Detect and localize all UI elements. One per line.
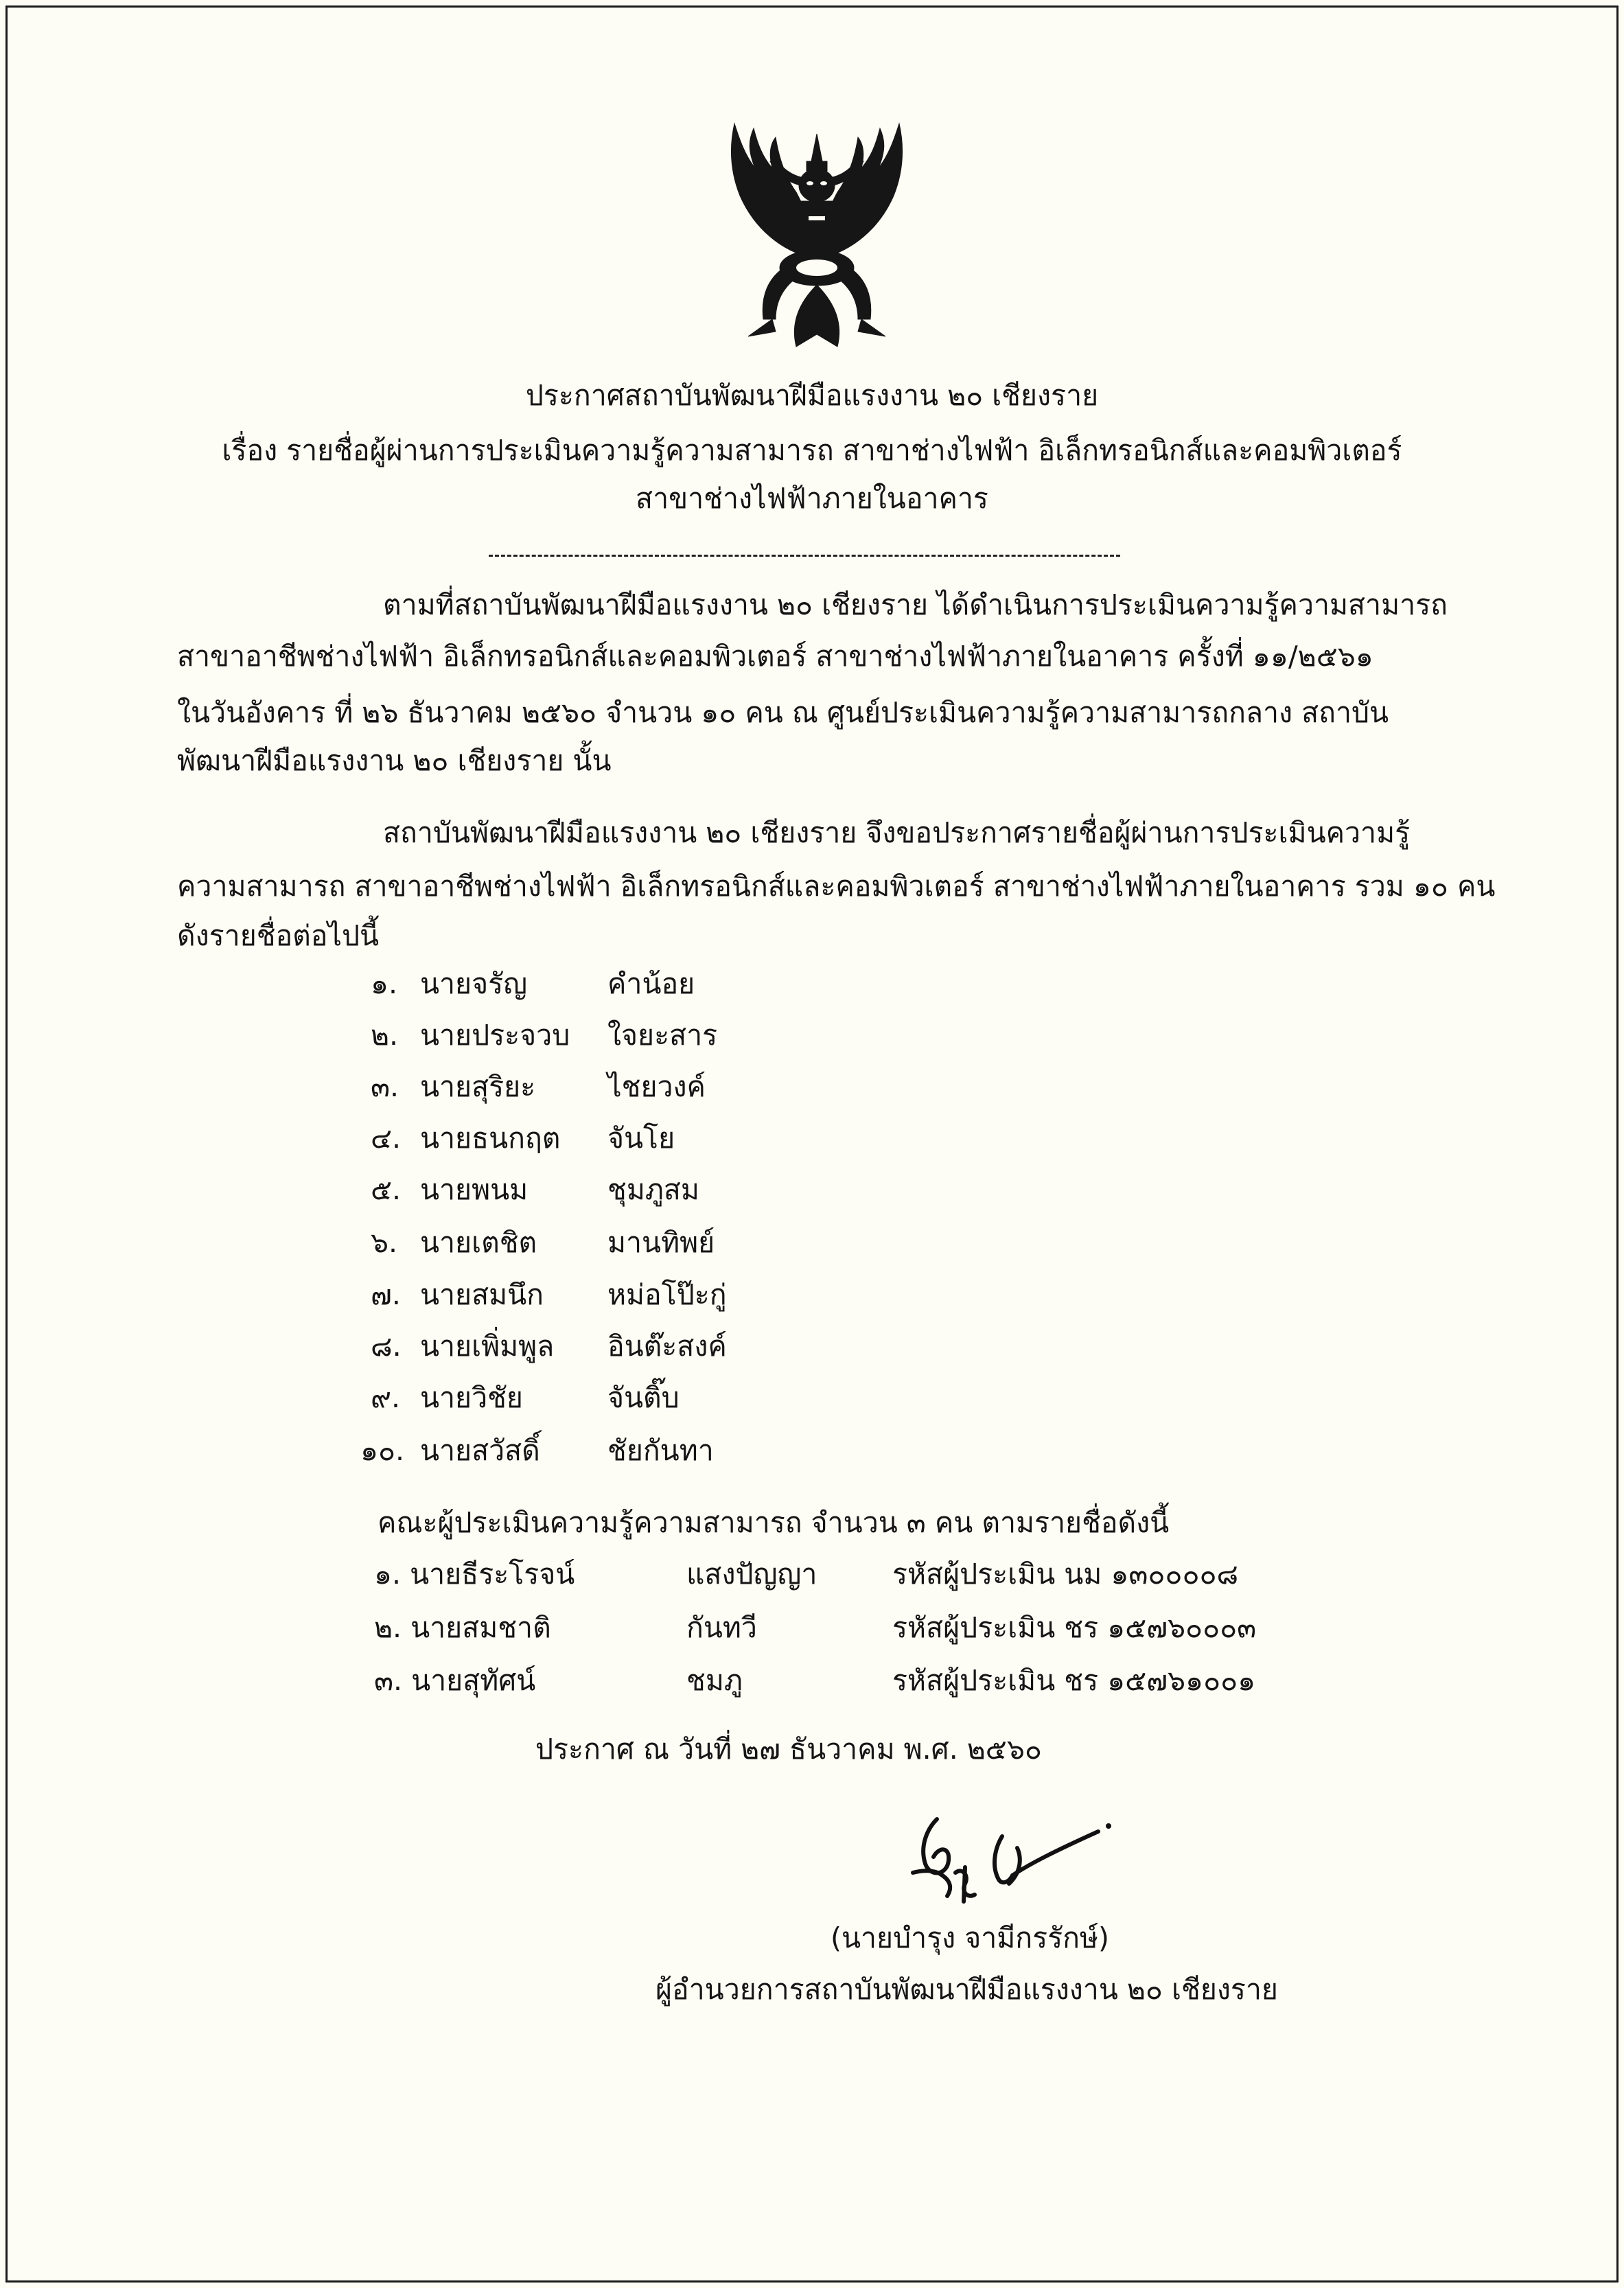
list-item-first-name: นายธนกฤต — [420, 1122, 561, 1155]
garuda-emblem-icon — [707, 113, 927, 367]
list-item-last-name: มานทิพย์ — [607, 1226, 715, 1259]
assessor-name: ๓. นายสุทัศน์ — [374, 1664, 536, 1697]
list-item-last-name: จันโย — [607, 1122, 675, 1155]
list-item-last-name: ชุมภูสม — [607, 1173, 699, 1206]
list-item-last-name: ชัยกันทา — [607, 1434, 714, 1467]
assessor-name: ๑. นายธีระโรจน์ — [374, 1558, 575, 1591]
signatory-position: ผู้อำนวยการสถาบันพัฒนาฝีมือแรงงาน ๒๐ เชียงราย — [656, 1973, 1278, 2006]
assessor-code: รหัสผู้ประเมิน นม ๑๓๐๐๐๐๘ — [892, 1558, 1239, 1591]
list-item-number: ๓. — [371, 1070, 399, 1103]
paragraph-2-line-2: ความสามารถ สาขาอาชีพช่างไฟฟ้า อิเล็กทรอนิกส์และคอมพิวเตอร์ สาขาช่างไฟฟ้าภายในอาคาร รวม ๑๐ คน — [177, 870, 1496, 903]
paragraph-1-line-1: ตามที่สถาบันพัฒนาฝีมือแรงงาน ๒๐ เชียงราย ได้ดำเนินการประเมินความรู้ความสามารถ — [383, 588, 1448, 621]
assessor-code: รหัสผู้ประเมิน ชร ๑๕๗๖๐๐๐๓ — [892, 1611, 1257, 1644]
paragraph-1-line-4: พัฒนาฝีมือแรงงาน ๒๐ เชียงราย นั้น — [177, 744, 612, 777]
list-item-number: ๑. — [371, 967, 398, 1000]
announcement-subject-branch: สาขาช่างไฟฟ้าภายในอาคาร — [636, 482, 988, 515]
announcement-title: ประกาศสถาบันพัฒนาฝีมือแรงงาน ๒๐ เชียงราย — [525, 379, 1099, 412]
list-item-last-name: อินต๊ะสงค์ — [607, 1330, 727, 1363]
list-item-first-name: นายสมนึก — [420, 1278, 544, 1311]
header-divider — [489, 555, 1120, 557]
list-item-first-name: นายพนม — [420, 1173, 529, 1206]
list-item-number: ๑๐. — [360, 1434, 405, 1467]
list-item-number: ๙. — [371, 1381, 401, 1414]
assessors-intro: คณะผู้ประเมินความรู้ความสามารถ จำนวน ๓ คน ตามรายชื่อดังนี้ — [378, 1506, 1170, 1539]
list-item-last-name: จันติ๊บ — [607, 1381, 680, 1414]
paragraph-1-line-3: ในวันอังคาร ที่ ๒๖ ธันวาคม ๒๕๖๐ จำนวน ๑๐ คน ณ ศูนย์ประเมินความรู้ความสามารถกลาง สถาบัน — [177, 696, 1389, 729]
list-item-last-name: คำน้อย — [607, 967, 695, 1000]
handwritten-signature — [899, 1799, 1119, 1922]
list-item-first-name: นายจรัญ — [420, 967, 528, 1000]
paragraph-2-line-3: ดังรายชื่อต่อไปนี้ — [177, 919, 380, 952]
signatory-name: (นายบำรุง จามีกรรักษ์) — [831, 1921, 1109, 1954]
list-item-number: ๔. — [371, 1122, 402, 1155]
assessor-code: รหัสผู้ประเมิน ชร ๑๕๗๖๑๐๐๑ — [892, 1664, 1256, 1697]
assessor-last-name: แสงปัญญา — [686, 1558, 817, 1591]
list-item-first-name: นายเพิ่มพูล — [420, 1330, 555, 1363]
list-item-first-name: นายประจวบ — [420, 1019, 570, 1052]
paragraph-1-line-2: สาขาอาชีพช่างไฟฟ้า อิเล็กทรอนิกส์และคอมพิวเตอร์ สาขาช่างไฟฟ้าภายในอาคาร ครั้งที่ ๑๑/๒๕๖๑ — [177, 640, 1373, 673]
list-item-last-name: หม่อโป๊ะกู่ — [607, 1278, 727, 1311]
list-item-first-name: นายวิชัย — [420, 1381, 523, 1414]
announcement-subject: เรื่อง รายชื่อผู้ผ่านการประเมินความรู้ความสามารถ สาขาช่างไฟฟ้า อิเล็กทรอนิกส์และคอมพิวเตอร์ — [222, 434, 1402, 467]
announce-date: ประกาศ ณ วันที่ ๒๗ ธันวาคม พ.ศ. ๒๕๖๐ — [535, 1733, 1042, 1766]
assessor-name: ๒. นายสมชาติ — [374, 1611, 551, 1644]
list-item-last-name: ใจยะสาร — [607, 1019, 718, 1052]
paragraph-2-line-1: สถาบันพัฒนาฝีมือแรงงาน ๒๐ เชียงราย จึงขอประกาศรายชื่อผู้ผ่านการประเมินความรู้ — [383, 816, 1411, 849]
list-item-number: ๒. — [371, 1019, 399, 1052]
list-item-number: ๕. — [371, 1173, 402, 1206]
list-item-first-name: นายเตชิต — [420, 1226, 537, 1259]
assessor-last-name: ชมภู — [686, 1664, 743, 1697]
list-item-number: ๘. — [371, 1330, 402, 1363]
assessor-last-name: กันทวี — [686, 1611, 757, 1644]
list-item-first-name: นายสวัสดิ์ — [420, 1434, 540, 1467]
list-item-last-name: ไชยวงค์ — [607, 1070, 706, 1103]
list-item-number: ๗. — [371, 1278, 401, 1311]
list-item-first-name: นายสุริยะ — [420, 1070, 536, 1103]
list-item-number: ๖. — [371, 1226, 398, 1259]
